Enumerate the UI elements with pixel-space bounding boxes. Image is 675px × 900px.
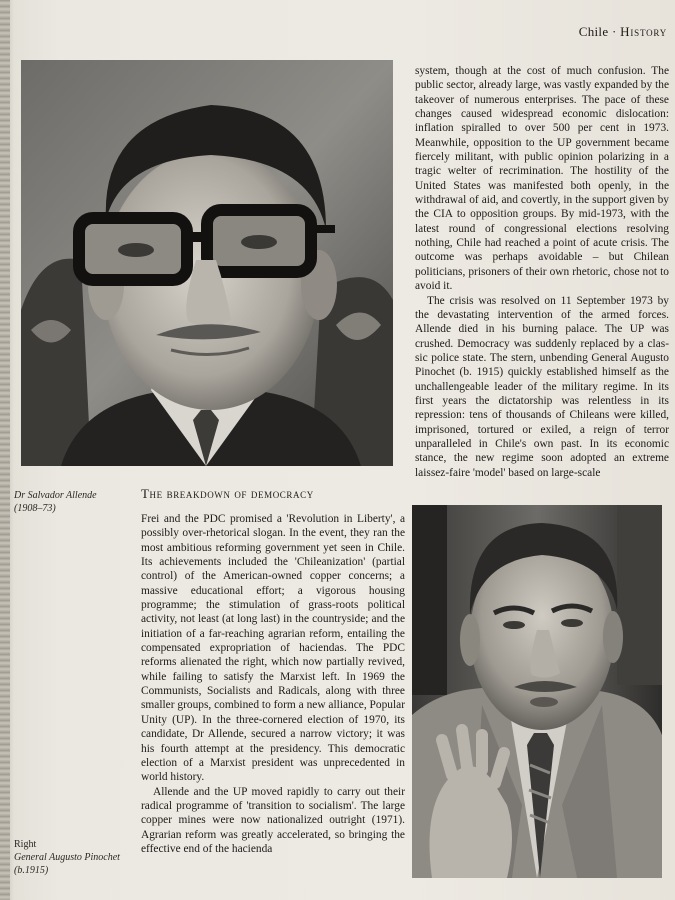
paragraph: Frei and the PDC promised a 'Revolution in Liberty', a possibly over-rhetorical slogan. In the event, they ran the most ambitious reforming government yet seen in Chile. Its achievements included the 'Chileanization' (partial control) of the American-owned copper concerns; a massive educational effort; a vigorous housing programme; the stimulation of grass-roots political activity, not least (at long last) in the countryside; and the initiation of a far-reaching agrarian reform, entailing the compensated expropriation of haciendas. The PDC reforms alienated the right, which now partially revived, while failing to satisfy the Marxist left. In 1969 the Communists, Socialists and Radicals, along with three smaller groups, combined to form a new alliance, Popular Unity (UP). In the three-cornered election of 1970, its candidate, Dr Allende, secured a narrow victory; it was his fourth attempt at the presidency. This democratic election of a Marxist president was unprecedented in world history. <box>141 513 405 784</box>
caption-position: Right <box>14 839 37 850</box>
book-spine <box>0 0 10 900</box>
caption-name: General Augusto Pinochet (b.1915) <box>14 852 120 876</box>
header-section: History <box>620 24 667 39</box>
paragraph: Allende and the UP moved rapidly to carry out their radical programme of 'transition to socialism'. The large copper mines were now nationalized outright (1971). Agrarian reform was greatly accelerated, so bringing the effective end of the hacienda <box>141 785 405 855</box>
pinochet-photo <box>412 505 662 878</box>
paragraph: system, though at the cost of much confusion. The public sector, already large, was vastly expanded by the takeover of numerous enterprises. The pace of these changes caused widespread economic dislocation: inflation spiralled to over 500 per cent in 1973. Meanwhile, opposition to the UP government became fiercely militant, with public opinion polarizing in a tragic welter of recrimination. The hostility of the United States was manifested both openly, in the withdrawal of aid, and covertly, in the support given by the CIA to opposition groups. By mid-1973, with the latest round of congressional elections resolving nothing, Chile had reached a point of acute crisis. The outcome was perhaps avoidable – but Chilean politicians, prisoners of their own rhetoric, chose not to avoid it. <box>415 65 669 293</box>
allende-caption: Dr Salvador Allende (1908–73) <box>14 490 97 514</box>
header-separator: · <box>611 24 617 39</box>
left-text-column <box>141 512 405 856</box>
paragraph: The crisis was resolved on 11 September 1973 by the devastating intervention of the armed forces. Allende died in his burning palace. The UP was crushed. Democracy was suddenly replaced by a classic police state. The stern, unbending General Augusto Pinochet (b. 1915) quickly established himself as the unchallengeable leader of the military regime. In its first years the dictatorship was relentless in its repression: tens of thousands of Chileans were killed, imprisoned, tortured or exiled, a reign of terror unparalleled in Chile's own past. In its economic stance, the new regime soon adopted an extreme laissez-faire 'model' based on large-scale <box>415 294 669 479</box>
right-text-column <box>415 64 669 480</box>
pinochet-caption <box>14 838 126 877</box>
allende-photo <box>21 60 393 466</box>
header-country: Chile <box>578 24 609 39</box>
section-title: The breakdown of democracy <box>141 486 314 501</box>
running-header <box>579 24 667 40</box>
